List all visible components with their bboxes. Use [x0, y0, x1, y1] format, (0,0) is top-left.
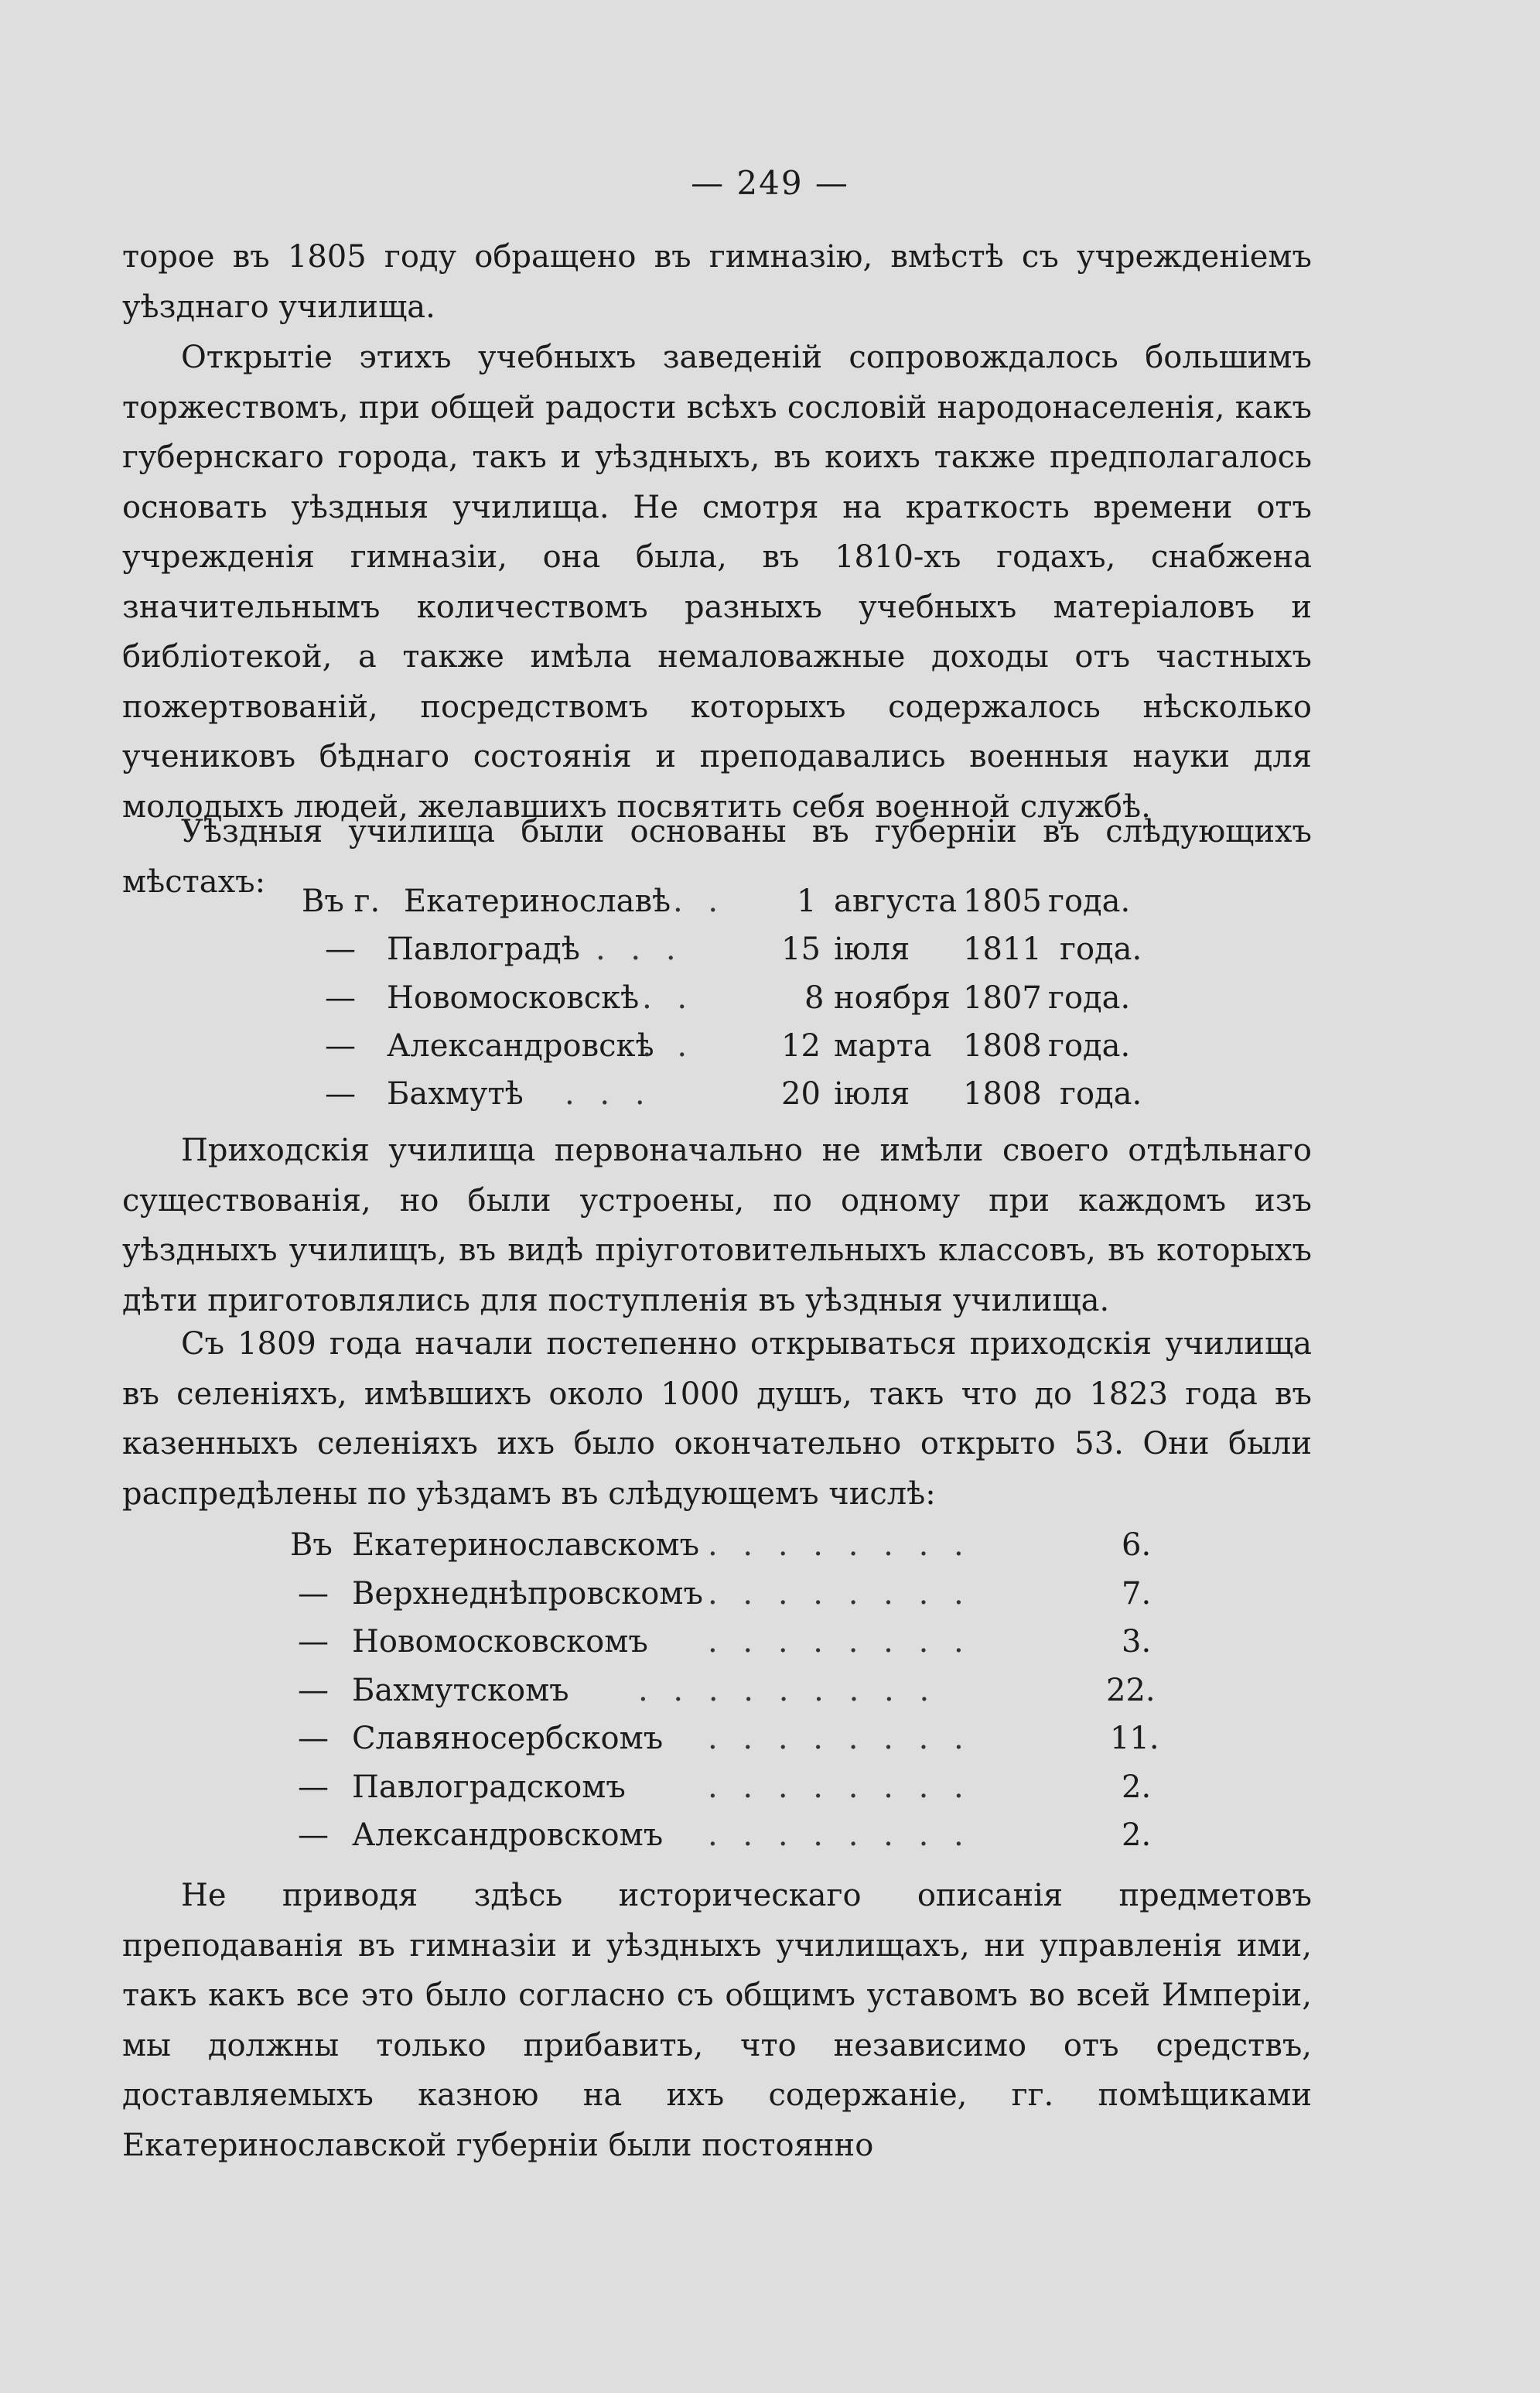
- row-suffix: года.: [1048, 1028, 1131, 1064]
- row-suffix: года.: [1048, 980, 1131, 1016]
- table-row: [290, 1619, 1180, 1665]
- row-month: марта: [834, 1028, 932, 1064]
- paragraph-continuation: торое въ 1805 году обращено въ гимназію, вмѣстѣ съ учрежденіемъ уѣзднаго училища.: [122, 239, 1312, 325]
- row-prefix: —: [325, 1076, 356, 1112]
- row-district: Бахмутскомъ: [352, 1673, 569, 1708]
- row-town: Павлоградѣ: [387, 932, 580, 967]
- leader-dots: . . . . . . . .: [708, 1817, 971, 1853]
- row-suffix: года.: [1060, 1076, 1142, 1112]
- row-prefix: Въ: [290, 1527, 333, 1563]
- row-prefix: —: [298, 1673, 329, 1708]
- row-prefix: —: [298, 1817, 329, 1853]
- row-count: 2.: [1122, 1769, 1152, 1805]
- row-town: Новомосковскѣ: [387, 980, 640, 1016]
- row-year: 1808: [963, 1028, 1042, 1064]
- row-district: Екатеринославскомъ: [352, 1527, 700, 1563]
- row-month: іюля: [834, 932, 910, 967]
- leader-dots: . . . . . . . .: [708, 1721, 971, 1756]
- leader-dots: . . . . . . . . .: [638, 1673, 937, 1708]
- row-prefix: —: [298, 1769, 329, 1805]
- row-suffix: года.: [1060, 932, 1142, 967]
- row-day: 1: [797, 884, 817, 919]
- table-row: [302, 1023, 1160, 1069]
- leader-dots: . .: [642, 1028, 695, 1064]
- row-year: 1807: [963, 980, 1042, 1016]
- row-day: 8: [804, 980, 825, 1016]
- table-row: [290, 1522, 1180, 1568]
- row-district: Верхнеднѣпровскомъ: [352, 1576, 703, 1612]
- paragraph-parish-schools: Приходскія училища первоначально не имѣли своего отдѣльнаго существованія, но были устроены, по одному при каждомъ изъ уѣздныхъ училищъ, въ видѣ пріуготовительныхъ классовъ, въ которыхъ дѣти приготовлялись для поступленія въ уѣздныя училища.: [122, 1133, 1312, 1318]
- row-count: 7.: [1122, 1576, 1152, 1612]
- row-month: августа: [834, 884, 958, 919]
- table-row: [290, 1764, 1180, 1810]
- row-month: ноября: [834, 980, 951, 1016]
- table-row: [302, 878, 1160, 925]
- table-row: [302, 926, 1160, 973]
- row-town: Александровскѣ: [387, 1028, 654, 1064]
- row-district: Александровскомъ: [352, 1817, 664, 1853]
- table-row: [290, 1571, 1180, 1617]
- table-row: [290, 1812, 1180, 1858]
- leader-dots: . . . . . . . .: [708, 1769, 971, 1805]
- table-row: [302, 1071, 1160, 1117]
- leader-dots: . . .: [596, 932, 684, 967]
- row-count: 6.: [1122, 1527, 1152, 1563]
- leader-dots: . . . . . . . .: [708, 1576, 971, 1612]
- row-count: 11.: [1110, 1721, 1159, 1756]
- leader-dots: . . . . . . . .: [708, 1527, 971, 1563]
- row-day: 15: [781, 932, 821, 967]
- paragraph-openings: Открытіе этихъ учебныхъ заведеній сопровождалось большимъ торжествомъ, при общей радости всѣхъ сословій народонаселенія, какъ губернскаго города, такъ и уѣздныхъ, въ коихъ также предполагалось основать уѣздныя училища. Не смотря на краткость времени отъ учрежденія гимназіи, она была, въ 1810-хъ годахъ, снабжена значительнымъ количествомъ разныхъ учебныхъ матеріаловъ и библіотекой, а также имѣла немаловажные доходы отъ частныхъ пожертвованій, посредствомъ которыхъ содержалось нѣсколько учениковъ бѣднаго состоянія и преподавались военныя науки для молодыхъ людей, желавшихъ посвятить себя военной службѣ.: [122, 340, 1312, 825]
- paragraph-district-schools-intro: Уѣздныя училища были основаны въ губерніи въ слѣдующихъ мѣстахъ:: [122, 814, 1312, 900]
- row-year: 1808: [963, 1076, 1042, 1112]
- table-row: [302, 975, 1160, 1021]
- leader-dots: . . .: [565, 1076, 653, 1112]
- row-district: Славяносербскомъ: [352, 1721, 664, 1756]
- row-day: 20: [781, 1076, 821, 1112]
- row-prefix: —: [325, 932, 356, 967]
- row-suffix: года.: [1048, 884, 1131, 919]
- row-town: Екатеринославѣ: [404, 884, 671, 919]
- leader-dots: . .: [673, 884, 726, 919]
- row-prefix: —: [325, 980, 356, 1016]
- row-count: 3.: [1122, 1624, 1152, 1660]
- page-number: — 249 —: [691, 164, 849, 202]
- row-prefix: —: [298, 1721, 329, 1756]
- row-day: 12: [781, 1028, 821, 1064]
- row-prefix: —: [298, 1576, 329, 1612]
- row-prefix: Въ г.: [302, 884, 381, 919]
- row-district: Новомосковскомъ: [352, 1624, 648, 1660]
- row-prefix: —: [325, 1028, 356, 1064]
- row-prefix: —: [298, 1624, 329, 1660]
- row-district: Павлоградскомъ: [352, 1769, 626, 1805]
- leader-dots: . .: [642, 980, 695, 1016]
- paragraph-parish-openings: Съ 1809 года начали постепенно открываться приходскія училища въ селеніяхъ, имѣвшихъ около 1000 душъ, такъ что до 1823 года въ казенныхъ селеніяхъ ихъ было окончательно открыто 53. Они были распредѣлены по уѣздамъ въ слѣдующемъ числѣ:: [122, 1326, 1312, 1512]
- leader-dots: . . . . . . . .: [708, 1624, 971, 1660]
- row-year: 1811: [963, 932, 1042, 967]
- row-year: 1805: [963, 884, 1042, 919]
- row-month: іюля: [834, 1076, 910, 1112]
- row-count: 2.: [1122, 1817, 1152, 1853]
- paragraph-curriculum: Не приводя здѣсь историческаго описанія предметовъ преподаванія въ гимназіи и уѣздныхъ училищахъ, ни управленія ими, такъ какъ все это было согласно съ общимъ уставомъ во всей Имперіи, мы должны только прибавить, что независимо отъ средствъ, доставляемыхъ казною на ихъ содержаніе, гг. помѣщиками Екатеринославской губерніи были постоянно: [122, 1878, 1312, 2163]
- table-row: [290, 1667, 1180, 1714]
- table-row: [290, 1715, 1180, 1762]
- row-town: Бахмутѣ: [387, 1076, 524, 1112]
- row-count: 22.: [1106, 1673, 1156, 1708]
